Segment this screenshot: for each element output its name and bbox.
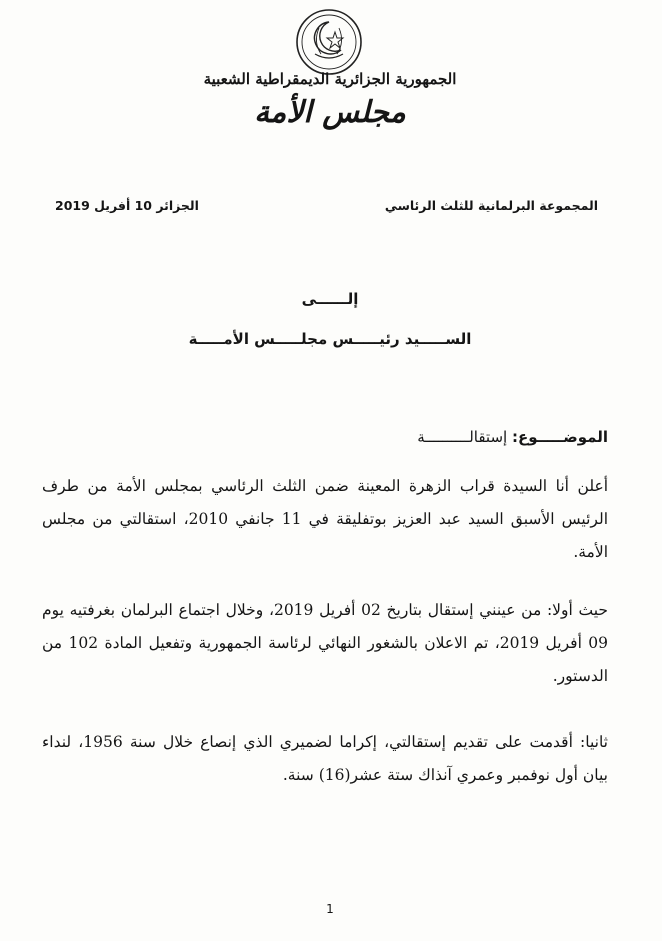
addressee-recipient: الســـــيد رئيـــــس مجلـــــس الأمـــــة	[188, 330, 472, 348]
page-number: 1	[326, 902, 334, 916]
republic-name: الجمهورية الجزائرية الديمقراطية الشعبية	[203, 70, 457, 88]
institution-name: مجلس الأمة	[254, 95, 406, 130]
paragraph-declaration: أعلن أنا السيدة قراب الزهرة المعينة ضمن الثلث الرئاسي بمجلس الأمة من طرف الرئيس الأسبق السيد عبد العزيز بوتفليقة في 11 جانفي 2010، استقالتي من مجلس الأمة.	[42, 477, 609, 561]
subject-label: الموضـــــوع:	[511, 428, 608, 446]
addressee-to: إلــــــى	[301, 290, 359, 308]
state-emblem-icon	[295, 8, 363, 76]
subject-line	[417, 428, 608, 446]
paragraph-second-reason: ثانيا: أقدمت على تقديم إستقالتي، إكراما لضميري الذي إنصاع خلال سنة 1956، لنداء بيان أول نوفمبر وعمري آنذاك ستة عشر(16) سنة.	[42, 733, 608, 784]
letter-date: الجزائر 10 أفريل 2019	[55, 198, 199, 213]
paragraph-first-reason: حيث أولا: من عينني إستقال بتاريخ 02 أفريل 2019، وخلال اجتماع البرلمان بغرفتيه يوم 09 أفريل 2019، تم الاعلان بالشغور النهائي لرئاسة الجمهورية وتفعيل المادة 102 من الدستور.	[42, 601, 608, 685]
subject-value: إستقالــــــــــة	[417, 428, 508, 446]
parliamentary-group: المجموعة البرلمانية للثلث الرئاسي	[384, 198, 598, 213]
